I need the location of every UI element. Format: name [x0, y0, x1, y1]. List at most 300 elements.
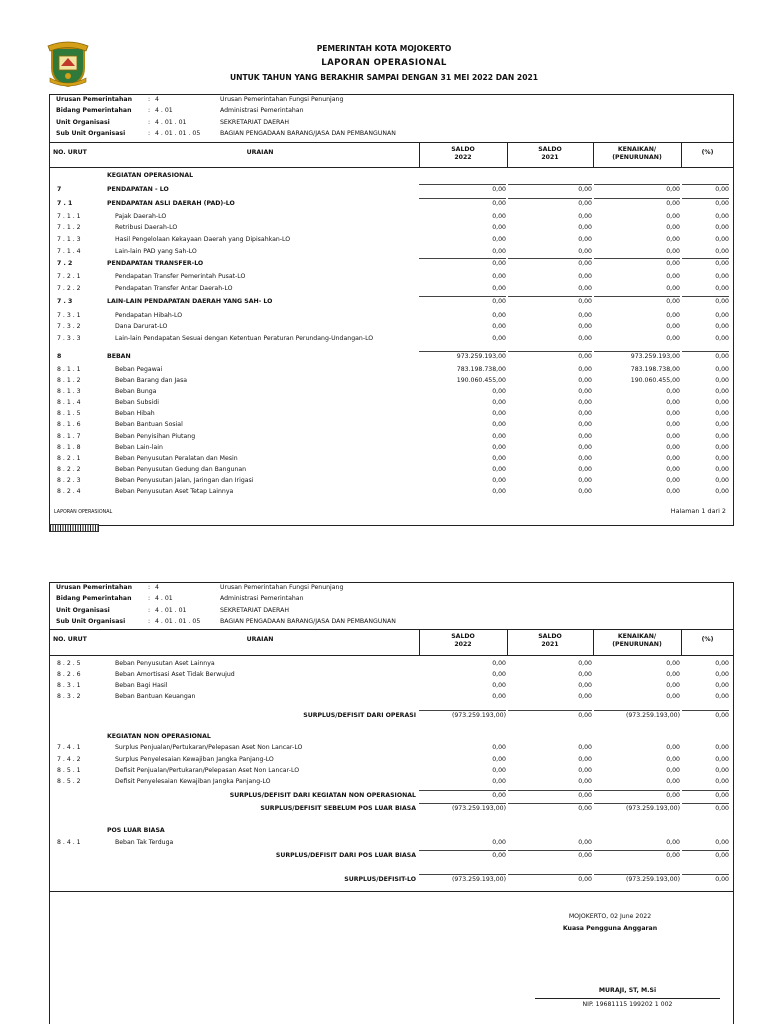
value-cell: 0,00: [578, 224, 592, 231]
value-cell: 0,00: [715, 285, 729, 292]
value-cell: 0,00: [578, 682, 592, 689]
table-row: [49, 850, 734, 861]
table-row: [49, 464, 734, 475]
col-divider: [507, 629, 508, 655]
value-cell: 0,00: [715, 839, 729, 846]
row-summary-label: SURPLUS/DEFISIT SEBELUM POS LUAR BIASA: [260, 805, 416, 812]
table-row: [49, 234, 734, 245]
value-cell: 0,00: [666, 273, 680, 280]
table-row: [49, 419, 734, 430]
meta-label: Urusan Pemerintahan: [56, 584, 132, 591]
value-cell: 0,00: [492, 444, 506, 451]
value-cell: 0,00: [578, 335, 592, 342]
row-number: 8 . 4 . 1: [57, 839, 81, 846]
value-cell: 0,00: [578, 852, 592, 859]
row-description: Beban Penyusutan Aset Tetap Lainnya: [115, 488, 234, 495]
value-cell: 0,00: [666, 433, 680, 440]
col-saldo-2022-line2: 2022: [454, 154, 472, 161]
value-cell: 0,00: [666, 852, 680, 859]
row-number: 7 . 3: [57, 298, 73, 305]
col-saldo-2021-line1: SALDO: [538, 146, 562, 153]
sign-nip: NIP. 19681115 199202 1 002: [582, 1001, 673, 1008]
value-cell: 0,00: [666, 744, 680, 751]
value-cell: 0,00: [666, 248, 680, 255]
value-cell: 0,00: [578, 693, 592, 700]
row-description: Beban Bagi Hasil: [115, 682, 168, 689]
barcode-stamp: [49, 524, 99, 532]
meta-code: 4 . 01: [155, 595, 173, 603]
value-cell: 190.060.455,00: [630, 377, 680, 384]
row-description: Beban Penyusutan Peralatan dan Mesin: [115, 455, 238, 462]
row-description: Beban Penyusutan Jalan, Jaringan dan Irigasi: [115, 477, 254, 484]
sign-name: MURAJI, ST, M.Si: [598, 987, 657, 994]
value-cell: 0,00: [715, 312, 729, 319]
value-cell: 0,00: [578, 273, 592, 280]
row-summary-label: SURPLUS/DEFISIT-LO: [344, 876, 416, 883]
meta-colon: :: [148, 129, 151, 137]
value-cell: 0,00: [715, 792, 729, 799]
table-row: [49, 397, 734, 408]
value-cell: 0,00: [578, 767, 592, 774]
value-cell: 0,00: [666, 671, 680, 678]
value-cell: 0,00: [715, 224, 729, 231]
table-row: [49, 431, 734, 442]
row-section-heading: KEGIATAN NON OPERASIONAL: [107, 733, 211, 740]
meta-colon: :: [148, 584, 151, 591]
row-number: 8 . 1 . 6: [57, 421, 81, 428]
value-cell: 0,00: [666, 399, 680, 406]
row-description: Beban Hibah: [115, 410, 155, 417]
value-cell: 0,00: [578, 792, 592, 799]
meta-colon: :: [148, 595, 151, 603]
meta-colon: :: [148, 118, 151, 126]
value-cell: 0,00: [578, 444, 592, 451]
value-cell: 0,00: [666, 682, 680, 689]
meta-row: [56, 616, 656, 627]
value-cell: 0,00: [492, 778, 506, 785]
meta-desc: Administrasi Pemerintahan: [220, 595, 304, 603]
value-cell: 0,00: [578, 388, 592, 395]
value-cell: 0,00: [666, 236, 680, 243]
value-cell: 0,00: [492, 671, 506, 678]
col-saldo-2021: [507, 146, 593, 162]
col-divider: [419, 142, 420, 167]
meta-code: 4: [155, 584, 159, 591]
row-description: Lain-lain Pendapatan Sesuai dengan Ketentuan Peraturan Perundang-Undangan-LO: [115, 335, 374, 342]
row-number: 7 . 4 . 2: [57, 756, 81, 763]
row-number: 8 . 1 . 4: [57, 399, 81, 406]
value-cell: 0,00: [578, 671, 592, 678]
table-row: [49, 211, 734, 222]
value-cell: 0,00: [715, 852, 729, 859]
value-cell: 0,00: [492, 410, 506, 417]
col-divider: [681, 142, 682, 167]
col-saldo-2022: [419, 146, 507, 162]
value-cell: 0,00: [492, 488, 506, 495]
table-row: [49, 321, 734, 332]
row-number: 7 . 4 . 1: [57, 744, 81, 751]
meta-label: Unit Organisasi: [56, 606, 110, 614]
col-kenaikan: [593, 633, 681, 649]
value-cell: 0,00: [715, 712, 729, 719]
value-cell: 0,00: [715, 477, 729, 484]
table-row: [49, 486, 734, 497]
value-cell: 0,00: [666, 839, 680, 846]
value-cell: (973.259.193,00): [451, 876, 506, 883]
value-cell: (973.259.193,00): [625, 805, 680, 812]
row-description: PENDAPATAN TRANSFER-LO: [107, 260, 204, 267]
value-cell: 0,00: [492, 477, 506, 484]
table-row: [49, 680, 734, 691]
row-number: 8 . 1 . 3: [57, 388, 81, 395]
row-number: 7 . 3 . 1: [57, 312, 81, 319]
value-cell: 0,00: [492, 312, 506, 319]
value-cell: 0,00: [666, 444, 680, 451]
meta-desc: Urusan Pemerintahan Fungsi Penunjang: [220, 584, 344, 591]
col-kenaikan-line2: (PENURUNAN): [612, 154, 662, 161]
table-row: [49, 364, 734, 375]
sign-role: Kuasa Pengguna Anggaran: [562, 925, 658, 932]
col-no: NO. URUT: [53, 148, 87, 156]
row-number: 8 . 2 . 5: [57, 660, 81, 667]
table-row: [49, 333, 734, 344]
meta-label: Sub Unit Organisasi: [56, 617, 126, 625]
row-number: 7 . 2 . 2: [57, 285, 81, 292]
value-cell: 0,00: [578, 876, 592, 883]
row-number: 7: [57, 186, 62, 193]
value-cell: 0,00: [666, 312, 680, 319]
value-cell: 0,00: [578, 466, 592, 473]
value-cell: 0,00: [666, 455, 680, 462]
table-row: [49, 351, 734, 362]
table-row: [49, 803, 734, 814]
value-cell: 0,00: [715, 778, 729, 785]
value-cell: 0,00: [715, 671, 729, 678]
col-saldo-2022-line1: SALDO: [451, 633, 475, 640]
value-cell: 0,00: [492, 767, 506, 774]
value-cell: 0,00: [715, 756, 729, 763]
meta-code: 4 . 01 . 01 . 05: [155, 129, 201, 137]
row-description: Pajak Daerah-LO: [115, 213, 167, 220]
value-cell: 0,00: [492, 839, 506, 846]
row-description: Defisit Penjualan/Pertukaran/Pelepasan Aset Non Lancar-LO: [115, 767, 300, 774]
col-divider: [681, 629, 682, 655]
row-description: Beban Penyusutan Gedung dan Bangunan: [115, 466, 247, 473]
value-cell: 0,00: [578, 260, 592, 267]
value-cell: 0,00: [715, 410, 729, 417]
value-cell: 0,00: [666, 488, 680, 495]
value-cell: 0,00: [578, 236, 592, 243]
table-row: [49, 453, 734, 464]
value-cell: 0,00: [666, 224, 680, 231]
value-cell: 0,00: [715, 236, 729, 243]
value-cell: 0,00: [666, 466, 680, 473]
value-cell: 0,00: [715, 335, 729, 342]
value-cell: 0,00: [715, 377, 729, 384]
value-cell: 0,00: [666, 200, 680, 207]
row-summary-label: SURPLUS/DEFISIT DARI KEGIATAN NON OPERASIONAL: [229, 792, 416, 799]
value-cell: 0,00: [715, 466, 729, 473]
value-cell: 0,00: [492, 236, 506, 243]
value-cell: 0,00: [666, 323, 680, 330]
row-number: 7 . 1 . 4: [57, 248, 81, 255]
row-number: 8 . 1 . 2: [57, 377, 81, 384]
table-row: [49, 776, 734, 787]
value-cell: 0,00: [666, 693, 680, 700]
table-row: [49, 475, 734, 486]
row-number: 7 . 1 . 1: [57, 213, 81, 220]
value-cell: 0,00: [715, 876, 729, 883]
value-cell: 0,00: [492, 744, 506, 751]
sign-place-date: MOJOKERTO, 02 June 2022: [568, 913, 652, 920]
meta-code: 4 . 01 . 01: [155, 118, 187, 126]
value-cell: 0,00: [666, 285, 680, 292]
footer-report-name: LAPORAN OPERASIONAL: [54, 510, 113, 515]
row-number: 8 . 2 . 1: [57, 455, 81, 462]
value-cell: 0,00: [492, 433, 506, 440]
value-cell: 0,00: [492, 248, 506, 255]
col-kenaikan: [593, 146, 681, 162]
value-cell: 0,00: [666, 756, 680, 763]
meta-row: [56, 582, 656, 593]
row-description: Beban Bantuan Sosial: [115, 421, 183, 428]
header-bottom-rule: [49, 167, 734, 168]
meta-row: [56, 593, 656, 604]
table-row: [49, 825, 734, 836]
meta-desc: BAGIAN PENGADAAN BARANG/JASA DAN PEMBANGUNAN: [220, 129, 396, 137]
meta-desc: Administrasi Pemerintahan: [220, 107, 304, 115]
value-cell: 973.259.193,00: [456, 353, 506, 360]
row-description: Beban Penyisihan Piutang: [115, 433, 196, 440]
meta-label: Urusan Pemerintahan: [56, 96, 132, 103]
row-number: 7 . 3 . 2: [57, 323, 81, 330]
row-description: Beban Penyusutan Aset Lainnya: [115, 660, 215, 667]
table-row: [49, 742, 734, 753]
row-description: KEGIATAN OPERASIONAL: [107, 172, 194, 179]
col-divider: [507, 142, 508, 167]
row-description: Dana Darurat-LO: [115, 323, 168, 330]
value-cell: 0,00: [715, 444, 729, 451]
row-number: 8 . 3 . 1: [57, 682, 81, 689]
meta-colon: :: [148, 617, 151, 625]
row-description: Beban Pegawai: [115, 366, 163, 373]
value-cell: 0,00: [578, 805, 592, 812]
value-cell: 0,00: [492, 466, 506, 473]
value-cell: 0,00: [666, 335, 680, 342]
report-period: UNTUK TAHUN YANG BERAKHIR SAMPAI DENGAN 31 MEI 2022 DAN 2021: [229, 73, 539, 82]
value-cell: 190.060.455,00: [456, 377, 506, 384]
row-description: Pendapatan Transfer Antar Daerah-LO: [115, 285, 233, 292]
meta-colon: :: [148, 606, 151, 614]
table-row: [49, 710, 734, 721]
value-cell: 0,00: [578, 433, 592, 440]
table-row: [49, 837, 734, 848]
row-description: Beban Lain-lain: [115, 444, 163, 451]
value-cell: 0,00: [578, 285, 592, 292]
meta-row: [56, 605, 656, 616]
table-row: [49, 310, 734, 321]
meta-label: Unit Organisasi: [56, 118, 110, 126]
meta-label: Sub Unit Organisasi: [56, 129, 126, 137]
value-cell: 0,00: [578, 366, 592, 373]
table-row: [49, 375, 734, 386]
value-cell: 0,00: [492, 298, 506, 305]
value-cell: 0,00: [666, 767, 680, 774]
value-cell: 0,00: [492, 335, 506, 342]
value-cell: 0,00: [715, 744, 729, 751]
value-cell: 0,00: [578, 399, 592, 406]
value-cell: 0,00: [492, 273, 506, 280]
row-number: 8 . 2 . 6: [57, 671, 81, 678]
table-row: [49, 296, 734, 307]
value-cell: 0,00: [578, 778, 592, 785]
value-cell: 0,00: [578, 744, 592, 751]
row-number: 8: [57, 353, 62, 360]
table-row: [49, 246, 734, 257]
row-number: 8 . 1 . 5: [57, 410, 81, 417]
value-cell: 0,00: [715, 248, 729, 255]
value-cell: 0,00: [578, 377, 592, 384]
value-cell: 0,00: [492, 792, 506, 799]
value-cell: 0,00: [578, 712, 592, 719]
meta-code: 4 . 01: [155, 107, 173, 115]
value-cell: 0,00: [715, 260, 729, 267]
table-row: [49, 184, 734, 195]
value-cell: 0,00: [666, 213, 680, 220]
meta-label: Bidang Pemerintahan: [56, 107, 132, 115]
meta-row: [56, 105, 656, 116]
value-cell: 0,00: [715, 660, 729, 667]
value-cell: 0,00: [578, 186, 592, 193]
value-cell: 0,00: [715, 366, 729, 373]
value-cell: 0,00: [715, 353, 729, 360]
col-uraian: URAIAN: [246, 148, 274, 156]
value-cell: 0,00: [715, 273, 729, 280]
value-cell: 0,00: [578, 213, 592, 220]
row-number: 8 . 2 . 3: [57, 477, 81, 484]
value-cell: 0,00: [715, 399, 729, 406]
value-cell: 0,00: [578, 488, 592, 495]
row-number: 8 . 1 . 1: [57, 366, 81, 373]
value-cell: 0,00: [666, 260, 680, 267]
row-number: 8 . 2 . 4: [57, 488, 81, 495]
row-description: PENDAPATAN ASLI DAERAH (PAD)-LO: [107, 200, 235, 207]
value-cell: 0,00: [492, 693, 506, 700]
table-row: [49, 669, 734, 680]
value-cell: 0,00: [578, 839, 592, 846]
value-cell: 0,00: [715, 200, 729, 207]
meta-desc: SEKRETARIAT DAERAH: [220, 118, 289, 126]
value-cell: 0,00: [715, 298, 729, 305]
col-saldo-2021-line2: 2021: [541, 154, 559, 161]
col-divider: [593, 142, 594, 167]
table-row: [49, 442, 734, 453]
col-kenaikan-line1: KENAIKAN/: [617, 633, 657, 640]
col-saldo-2021-line1: SALDO: [538, 633, 562, 640]
row-description: Surplus Penjualan/Pertukaran/Pelepasan Aset Non Lancar-LO: [115, 744, 303, 751]
col-divider: [419, 629, 420, 655]
row-description: Beban Bunga: [115, 388, 157, 395]
col-kenaikan-line1: KENAIKAN/: [617, 146, 657, 153]
gov-title: PEMERINTAH KOTA MOJOKERTO: [316, 44, 452, 53]
value-cell: 0,00: [578, 248, 592, 255]
value-cell: 0,00: [578, 477, 592, 484]
row-description: LAIN-LAIN PENDAPATAN DAERAH YANG SAH- LO: [107, 298, 273, 305]
col-divider: [593, 629, 594, 655]
meta-desc: BAGIAN PENGADAAN BARANG/JASA DAN PEMBANGUNAN: [220, 617, 396, 625]
table-row: [49, 874, 734, 885]
row-description: Defisit Penyelesaian Kewajiban Jangka Panjang-LO: [115, 778, 271, 785]
col-saldo-2022: [419, 633, 507, 649]
row-description: Retribusi Daerah-LO: [115, 224, 178, 231]
value-cell: 0,00: [492, 660, 506, 667]
table-row: [49, 258, 734, 269]
value-cell: 0,00: [492, 756, 506, 763]
value-cell: 0,00: [492, 186, 506, 193]
value-cell: 0,00: [715, 388, 729, 395]
col-persen: (%): [701, 148, 714, 156]
row-description: Beban Bantuan Keuangan: [115, 693, 196, 700]
value-cell: 0,00: [715, 682, 729, 689]
value-cell: (973.259.193,00): [625, 876, 680, 883]
value-cell: 0,00: [715, 805, 729, 812]
report-title: LAPORAN OPERASIONAL: [321, 58, 447, 68]
table-row: [49, 222, 734, 233]
row-description: Pendapatan Transfer Pemerintah Pusat-LO: [115, 273, 246, 280]
value-cell: 0,00: [578, 312, 592, 319]
row-description: BEBAN: [107, 353, 131, 360]
value-cell: 0,00: [715, 488, 729, 495]
value-cell: 0,00: [492, 224, 506, 231]
table-row: [49, 691, 734, 702]
meta-code: 4 . 01 . 01: [155, 606, 187, 614]
value-cell: 0,00: [578, 353, 592, 360]
meta-code: 4 . 01 . 01 . 05: [155, 617, 201, 625]
value-cell: 0,00: [492, 285, 506, 292]
table-row: [49, 754, 734, 765]
row-description: Surplus Penyelesaian Kewajiban Jangka Panjang-LO: [115, 756, 274, 763]
value-cell: 0,00: [492, 421, 506, 428]
col-persen: (%): [701, 636, 714, 643]
row-number: 8 . 5 . 2: [57, 778, 81, 785]
table-row: [49, 170, 734, 181]
meta-row: [56, 128, 656, 139]
value-cell: 0,00: [666, 388, 680, 395]
col-saldo-2022-line1: SALDO: [451, 146, 475, 153]
value-cell: 0,00: [715, 767, 729, 774]
row-number: 7 . 2: [57, 260, 73, 267]
row-number: 7 . 1 . 2: [57, 224, 81, 231]
meta-colon: :: [148, 96, 151, 103]
value-cell: 0,00: [578, 455, 592, 462]
row-number: 7 . 2 . 1: [57, 273, 81, 280]
value-cell: 0,00: [578, 200, 592, 207]
meta-row: [56, 117, 656, 128]
meta-colon: :: [148, 107, 151, 115]
value-cell: 0,00: [666, 792, 680, 799]
value-cell: 0,00: [578, 323, 592, 330]
page-number: Halaman 1 dari 2: [670, 507, 726, 515]
row-section-heading: POS LUAR BIASA: [107, 827, 165, 834]
col-saldo-2021-line2: 2021: [541, 641, 559, 648]
row-description: Lain-lain PAD yang Sah-LO: [115, 248, 197, 255]
value-cell: 0,00: [666, 477, 680, 484]
col-no: NO. URUT: [53, 636, 87, 643]
value-cell: 0,00: [715, 213, 729, 220]
row-description: PENDAPATAN - LO: [107, 186, 169, 193]
table-row: [49, 283, 734, 294]
col-saldo-2022-line2: 2022: [454, 641, 472, 648]
